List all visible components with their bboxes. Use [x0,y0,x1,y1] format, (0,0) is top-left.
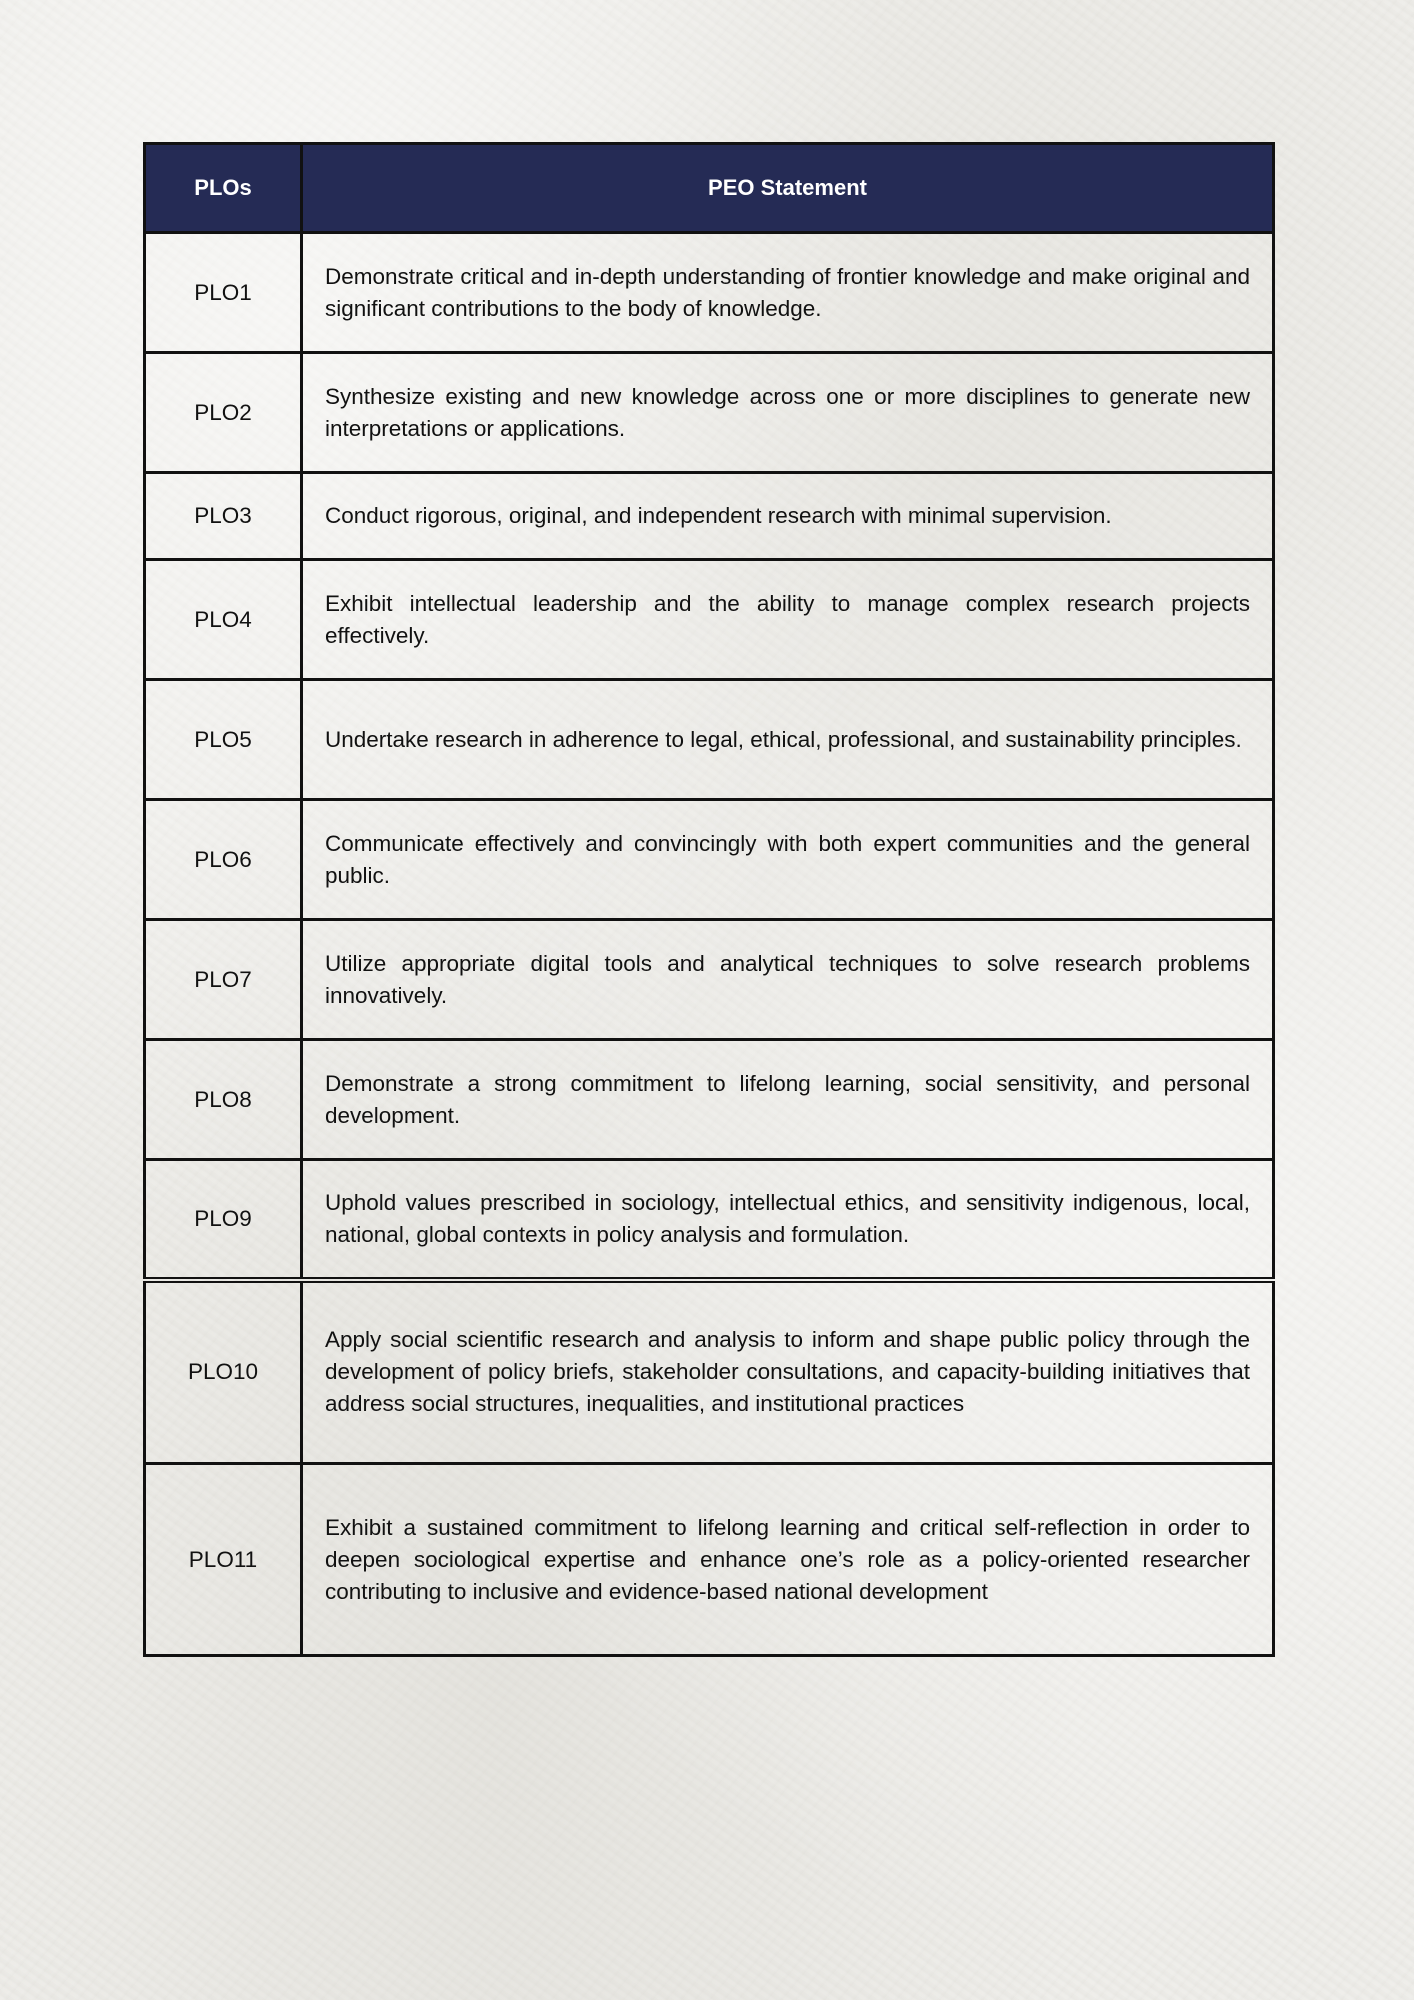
plo-statement: Undertake research in adherence to legal, ethical, professional, and sustainability principles. [302,680,1274,800]
plo-id: PLO8 [145,1040,302,1160]
plo-id: PLO2 [145,353,302,473]
plo-statement: Demonstrate a strong commitment to lifelong learning, social sensitivity, and personal development. [302,1040,1274,1160]
plo-id: PLO7 [145,920,302,1040]
plo-statement: Communicate effectively and convincingly with both expert communities and the general public. [302,800,1274,920]
plo-id: PLO5 [145,680,302,800]
plo-id: PLO11 [145,1464,302,1656]
plo-id: PLO3 [145,473,302,560]
plo-id: PLO1 [145,233,302,353]
table-row [145,473,1274,560]
plo-statement: Exhibit a sustained commitment to lifelong learning and critical self-reflection in order to deepen sociological expertise and enhance one’s role as a policy-oriented researcher contributing to inclusive and evidence-based national development [302,1464,1274,1656]
plo-id: PLO6 [145,800,302,920]
plo-id: PLO10 [145,1280,302,1464]
plo-table [143,142,1275,1657]
header-peo-statement: PEO Statement [302,144,1274,233]
plo-statement: Demonstrate critical and in-depth understanding of frontier knowledge and make original and significant contributions to the body of knowledge. [302,233,1274,353]
table-row [145,920,1274,1040]
plo-statement: Exhibit intellectual leadership and the ability to manage complex research projects effectively. [302,560,1274,680]
plo-statement: Uphold values prescribed in sociology, intellectual ethics, and sensitivity indigenous, local, national, global contexts in policy analysis and formulation. [302,1160,1274,1280]
table-row [145,233,1274,353]
table-row [145,800,1274,920]
plo-statement: Apply social scientific research and analysis to inform and shape public policy through the development of policy briefs, stakeholder consultations, and capacity-building initiatives that address social structures, inequalities, and institutional practices [302,1280,1274,1464]
plo-id: PLO9 [145,1160,302,1280]
header-plos: PLOs [145,144,302,233]
table-row [145,1280,1274,1464]
table-row [145,353,1274,473]
table-row [145,560,1274,680]
table-header-row [145,144,1274,233]
table-row [145,1160,1274,1280]
table-row [145,1040,1274,1160]
plo-id: PLO4 [145,560,302,680]
table-row [145,1464,1274,1656]
plo-statement: Synthesize existing and new knowledge across one or more disciplines to generate new interpretations or applications. [302,353,1274,473]
plo-statement: Utilize appropriate digital tools and analytical techniques to solve research problems innovatively. [302,920,1274,1040]
plo-statement: Conduct rigorous, original, and independent research with minimal supervision. [302,473,1274,560]
table-row [145,680,1274,800]
